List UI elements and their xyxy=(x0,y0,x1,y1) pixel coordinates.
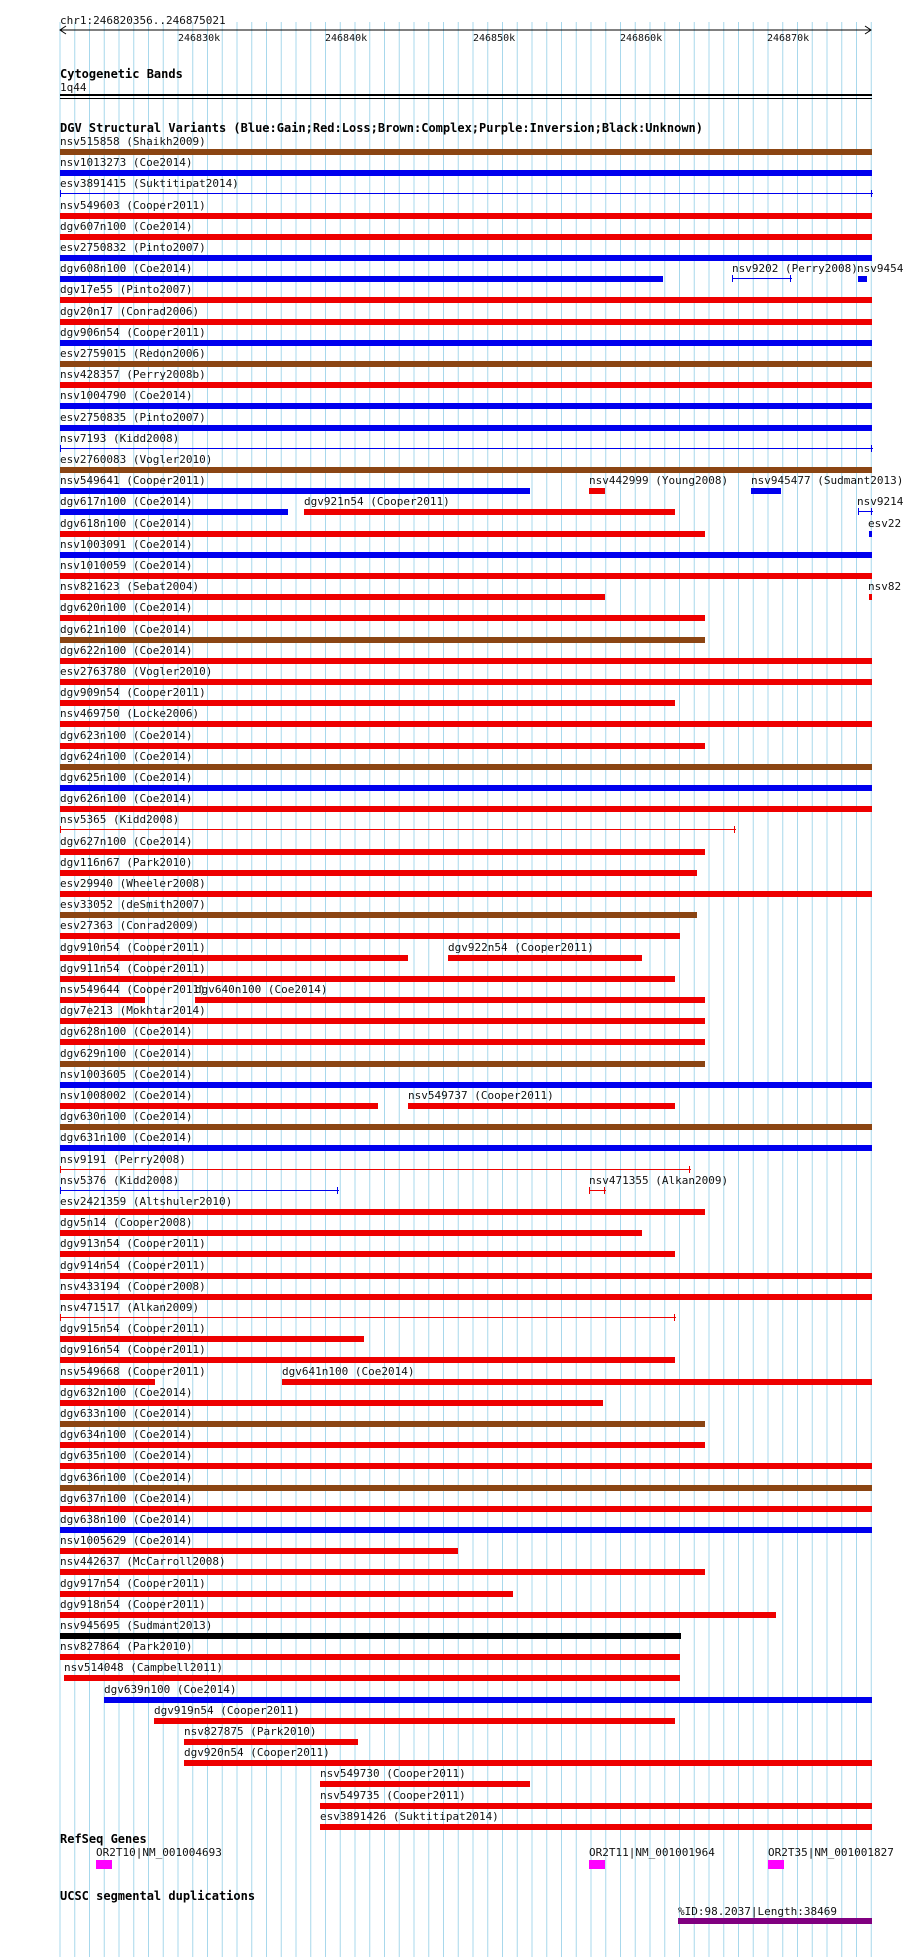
variant-label[interactable]: dgv622n100 (Coe2014) xyxy=(60,643,193,657)
variant-bar[interactable] xyxy=(60,1294,872,1300)
variant-bar[interactable] xyxy=(60,1018,705,1024)
variant-bar[interactable] xyxy=(60,509,288,515)
variant-label[interactable]: esv2760083 (Vogler2010) xyxy=(60,453,213,466)
ruler-tick-label: 246860k xyxy=(620,33,663,44)
variant-bar[interactable] xyxy=(60,1251,675,1257)
variant-bar-cap xyxy=(871,445,872,452)
variant-bar[interactable] xyxy=(104,1697,872,1703)
variant-bar[interactable] xyxy=(60,1442,705,1448)
variant-label[interactable]: dgv636n100 (Coe2014) xyxy=(60,1470,193,1484)
variant-label[interactable]: esv29940 (Wheeler2008) xyxy=(60,877,206,890)
variant-label[interactable]: nsv471517 (Alkan2009) xyxy=(60,1301,200,1314)
variant-label[interactable]: dgv7e213 (Mokhtar2014) xyxy=(60,1004,206,1018)
variant-label[interactable]: nsv514048 (Campbell2011) xyxy=(64,1661,223,1675)
variant-bar-cap xyxy=(60,1314,61,1321)
variant-bar[interactable] xyxy=(60,785,872,791)
refseq-track-title: RefSeq Genes xyxy=(60,1832,147,1846)
variant-label[interactable]: nsv1010059 (Coe2014) xyxy=(60,559,193,572)
variant-bar[interactable] xyxy=(60,933,680,939)
variant-label[interactable]: nsv821623 (Sebat2004) xyxy=(60,580,200,594)
variant-bar[interactable] xyxy=(60,1336,364,1342)
variant-bar[interactable] xyxy=(60,637,705,643)
variant-bar-cap xyxy=(60,1187,61,1194)
variant-bar[interactable] xyxy=(60,849,705,855)
variant-bar[interactable] xyxy=(60,297,872,303)
variant-bar[interactable] xyxy=(60,1209,705,1215)
variant-bar[interactable] xyxy=(60,1061,705,1067)
variant-label[interactable]: nsv82 xyxy=(868,580,902,594)
variant-bar[interactable] xyxy=(60,594,605,600)
variant-label[interactable]: nsv5376 (Kidd2008) xyxy=(60,1173,180,1187)
variant-bar[interactable] xyxy=(60,721,872,727)
variant-label[interactable]: dgv916n54 (Cooper2011) xyxy=(60,1343,206,1357)
variant-bar-cap xyxy=(60,190,61,197)
variant-label[interactable]: nsv827875 (Park2010) xyxy=(184,1725,317,1738)
variant-label[interactable]: dgv5n14 (Cooper2008) xyxy=(60,1216,193,1230)
variant-label[interactable]: esv22 xyxy=(868,516,902,530)
variant-bar[interactable] xyxy=(60,955,408,961)
variant-label[interactable]: nsv549668 (Cooper2011) xyxy=(60,1364,206,1378)
variant-bar[interactable] xyxy=(869,531,872,537)
variant-label[interactable]: nsv1013273 (Coe2014) xyxy=(60,156,193,170)
variant-bar-cap xyxy=(589,1187,590,1194)
variant-bar[interactable] xyxy=(60,806,872,812)
variant-label[interactable]: esv2750835 (Pinto2007) xyxy=(60,410,206,424)
variant-label[interactable]: dgv635n100 (Coe2014) xyxy=(60,1449,193,1463)
ruler-tick-label: 246870k xyxy=(767,33,810,44)
gene-label[interactable]: OR2T35|NM_001001827 xyxy=(768,1846,894,1859)
variant-bar[interactable] xyxy=(60,1421,705,1427)
variant-label[interactable]: nsv1004790 (Coe2014) xyxy=(60,389,193,403)
variant-bar[interactable] xyxy=(60,764,872,770)
variant-bar-cap xyxy=(689,1166,690,1173)
variant-label[interactable]: esv2759015 (Redon2006) xyxy=(60,347,206,360)
variant-bar-cap xyxy=(337,1187,338,1194)
variant-bar[interactable] xyxy=(60,467,872,473)
gene-exon-box[interactable] xyxy=(589,1860,605,1869)
segdup-label[interactable]: %ID:98.2037|Length:38469 xyxy=(678,1905,837,1918)
variant-label[interactable]: dgv607n100 (Coe2014) xyxy=(60,219,193,233)
variant-bar[interactable] xyxy=(60,891,872,897)
variant-bar-cap xyxy=(871,508,872,515)
variant-label[interactable]: dgv617n100 (Coe2014) xyxy=(60,495,193,509)
variant-bar[interactable] xyxy=(60,700,675,706)
variant-bar[interactable] xyxy=(60,1230,642,1236)
variant-label[interactable]: nsv442637 (McCarroll2008) xyxy=(60,1555,226,1569)
variant-label[interactable]: nsv827864 (Park2010) xyxy=(60,1640,193,1654)
variant-label[interactable]: dgv638n100 (Coe2014) xyxy=(60,1513,193,1526)
coordinate-label: chr1:246820356..246875021 xyxy=(60,14,226,27)
variant-label[interactable]: esv33052 (deSmith2007) xyxy=(60,898,206,912)
variant-label[interactable]: nsv549603 (Cooper2011) xyxy=(60,198,206,212)
variant-bar[interactable] xyxy=(60,976,675,982)
variant-label[interactable]: dgv626n100 (Coe2014) xyxy=(60,792,193,806)
variant-label[interactable]: nsv549737 (Cooper2011) xyxy=(408,1089,554,1102)
variant-label[interactable]: dgv920n54 (Cooper2011) xyxy=(184,1746,330,1760)
ruler xyxy=(0,0,890,45)
variant-label[interactable]: esv2421359 (Altshuler2010) xyxy=(60,1195,233,1208)
variant-bar[interactable] xyxy=(60,829,736,830)
variant-label[interactable]: dgv922n54 (Cooper2011) xyxy=(448,940,594,954)
variant-bar[interactable] xyxy=(320,1781,530,1787)
variant-label[interactable]: dgv632n100 (Coe2014) xyxy=(60,1385,193,1399)
dgv-track-title: DGV Structural Variants (Blue:Gain;Red:Loss;Brown:Complex;Purple:Inversion;Black:Unknown) xyxy=(60,121,703,135)
variant-bar[interactable] xyxy=(60,1569,705,1575)
variant-bar[interactable] xyxy=(60,1612,776,1618)
variant-label[interactable]: dgv639n100 (Coe2014) xyxy=(104,1682,237,1696)
variant-label[interactable]: dgv921n54 (Cooper2011) xyxy=(304,495,450,509)
variant-bar[interactable] xyxy=(732,278,792,279)
variant-bar-cap xyxy=(674,1314,675,1321)
variant-bar[interactable] xyxy=(60,1273,872,1279)
variant-label[interactable]: esv2750832 (Pinto2007) xyxy=(60,241,206,254)
variant-label[interactable]: dgv116n67 (Park2010) xyxy=(60,855,193,869)
variant-bar[interactable] xyxy=(60,870,697,876)
variant-bar[interactable] xyxy=(282,1379,872,1385)
variant-label[interactable]: nsv433194 (Cooper2008) xyxy=(60,1279,206,1293)
variant-label[interactable]: dgv637n100 (Coe2014) xyxy=(60,1491,193,1505)
variant-bar[interactable] xyxy=(60,149,872,155)
variant-bar-cap xyxy=(60,1166,61,1173)
variant-label[interactable]: dgv630n100 (Coe2014) xyxy=(60,1110,193,1124)
variant-bar[interactable] xyxy=(60,1357,675,1363)
variant-label[interactable]: dgv628n100 (Coe2014) xyxy=(60,1025,193,1039)
variant-bar-cap xyxy=(604,1187,605,1194)
variant-label[interactable]: dgv625n100 (Coe2014) xyxy=(60,771,193,784)
variant-label[interactable]: dgv917n54 (Cooper2011) xyxy=(60,1576,206,1590)
variant-bar[interactable] xyxy=(869,594,872,600)
variant-label[interactable]: dgv918n54 (Cooper2011) xyxy=(60,1597,206,1611)
variant-bar[interactable] xyxy=(60,552,872,558)
gene-exon-box[interactable] xyxy=(768,1860,784,1869)
variant-bar[interactable] xyxy=(64,1675,680,1681)
variant-label[interactable]: nsv549730 (Cooper2011) xyxy=(320,1767,466,1781)
variant-bar[interactable] xyxy=(60,1485,872,1491)
variant-bar[interactable] xyxy=(60,1190,339,1191)
variant-label[interactable]: nsv471355 (Alkan2009) xyxy=(589,1173,729,1187)
variant-bar-cap xyxy=(60,445,61,452)
variant-label[interactable]: nsv442999 (Young2008) xyxy=(589,474,729,488)
ruler-tick-label: 246840k xyxy=(325,33,368,44)
variant-label[interactable]: esv3891415 (Suktitipat2014) xyxy=(60,177,239,191)
gene-label[interactable]: OR2T10|NM_001004693 xyxy=(96,1846,222,1859)
gene-label[interactable]: OR2T11|NM_001001964 xyxy=(589,1846,715,1859)
variant-label[interactable]: nsv549641 (Cooper2011) xyxy=(60,474,206,488)
variant-label[interactable]: nsv9191 (Perry2008) xyxy=(60,1152,186,1166)
variant-bar[interactable] xyxy=(60,1506,872,1512)
variant-bar[interactable] xyxy=(60,1527,872,1533)
variant-bar[interactable] xyxy=(448,955,642,961)
variant-bar[interactable] xyxy=(60,340,872,346)
variant-bar[interactable] xyxy=(589,488,605,494)
variant-bar[interactable] xyxy=(60,170,872,176)
variant-bar[interactable] xyxy=(60,912,697,918)
variant-bar[interactable] xyxy=(60,255,872,261)
variant-bar-cap xyxy=(732,275,733,282)
variant-bar-cap xyxy=(734,826,735,833)
variant-bar[interactable] xyxy=(60,1400,603,1406)
segdup-track-title: UCSC segmental duplications xyxy=(60,1889,256,1903)
variant-label[interactable]: nsv9214 xyxy=(857,495,903,509)
variant-bar[interactable] xyxy=(858,276,867,282)
variant-label[interactable]: nsv945477 (Sudmant2013) xyxy=(751,474,903,488)
variant-bar[interactable] xyxy=(60,1082,872,1088)
variant-label[interactable]: dgv919n54 (Cooper2011) xyxy=(154,1703,300,1717)
variant-label[interactable]: nsv549644 (Cooper2011) xyxy=(60,983,206,996)
variant-bar[interactable] xyxy=(60,615,705,621)
variant-bar[interactable] xyxy=(60,1317,676,1318)
variant-label[interactable]: nsv549735 (Cooper2011) xyxy=(320,1788,466,1802)
variant-bar[interactable] xyxy=(184,1739,358,1745)
variant-bar[interactable] xyxy=(60,1169,691,1170)
variant-label[interactable]: dgv620n100 (Coe2014) xyxy=(60,601,193,615)
variant-bar[interactable] xyxy=(304,509,675,515)
ruler-tick-label: 246830k xyxy=(178,33,221,44)
variant-label[interactable]: dgv641n100 (Coe2014) xyxy=(282,1364,415,1378)
variant-bar[interactable] xyxy=(154,1718,675,1724)
variant-bar-cap xyxy=(858,508,859,515)
variant-label[interactable]: dgv629n100 (Coe2014) xyxy=(60,1046,193,1060)
variant-bar[interactable] xyxy=(60,382,872,388)
variant-bar[interactable] xyxy=(60,1463,872,1469)
variant-bar[interactable] xyxy=(60,573,872,579)
variant-label[interactable]: dgv913n54 (Cooper2011) xyxy=(60,1237,206,1251)
ruler-tick-label: 246850k xyxy=(473,33,516,44)
segdup-bar[interactable] xyxy=(678,1918,872,1924)
variant-bar-cap xyxy=(60,826,61,833)
variant-label[interactable]: nsv469750 (Locke2006) xyxy=(60,707,200,721)
variant-label[interactable]: esv2763780 (Vogler2010) xyxy=(60,665,213,678)
cytoband-bar xyxy=(60,94,872,96)
variant-label[interactable]: nsv9454 xyxy=(857,262,903,276)
variant-bar[interactable] xyxy=(60,361,872,367)
variant-bar[interactable] xyxy=(60,213,872,219)
variant-label[interactable]: dgv624n100 (Coe2014) xyxy=(60,749,193,763)
variant-label[interactable]: dgv623n100 (Coe2014) xyxy=(60,728,193,742)
variant-bar[interactable] xyxy=(60,1548,458,1554)
variant-bar[interactable] xyxy=(60,1103,378,1109)
variant-label[interactable]: nsv9202 (Perry2008) xyxy=(732,262,858,276)
variant-bar[interactable] xyxy=(195,997,705,1003)
variant-label[interactable]: esv27363 (Conrad2009) xyxy=(60,919,200,933)
cytoband-title: Cytogenetic Bands xyxy=(60,67,183,81)
variant-bar[interactable] xyxy=(60,234,872,240)
variant-bar[interactable] xyxy=(60,997,145,1003)
variant-bar[interactable] xyxy=(60,1124,872,1130)
variant-label[interactable]: dgv915n54 (Cooper2011) xyxy=(60,1322,206,1336)
variant-bar[interactable] xyxy=(60,448,873,449)
variant-label[interactable]: dgv621n100 (Coe2014) xyxy=(60,622,193,636)
variant-bar[interactable] xyxy=(184,1760,872,1766)
variant-bar[interactable] xyxy=(60,276,663,282)
variant-label[interactable]: nsv515858 (Shaikh2009) xyxy=(60,135,206,148)
variant-bar-cap xyxy=(790,275,791,282)
variant-bar[interactable] xyxy=(751,488,781,494)
variant-bar[interactable] xyxy=(60,1654,680,1660)
variant-bar[interactable] xyxy=(60,658,872,664)
variant-label[interactable]: dgv634n100 (Coe2014) xyxy=(60,1428,193,1442)
variant-bar[interactable] xyxy=(60,1633,681,1639)
variant-label[interactable]: dgv640n100 (Coe2014) xyxy=(195,983,328,996)
variant-label[interactable]: nsv1003605 (Coe2014) xyxy=(60,1067,193,1081)
variant-bar[interactable] xyxy=(60,488,530,494)
gene-exon-box[interactable] xyxy=(96,1860,112,1869)
variant-bar[interactable] xyxy=(60,1379,155,1385)
variant-label[interactable]: dgv631n100 (Coe2014) xyxy=(60,1131,193,1145)
variant-label[interactable]: dgv618n100 (Coe2014) xyxy=(60,516,193,530)
variant-label[interactable]: nsv1008002 (Coe2014) xyxy=(60,1089,193,1102)
variant-label[interactable]: dgv906n54 (Cooper2011) xyxy=(60,325,206,339)
variant-label[interactable]: dgv627n100 (Coe2014) xyxy=(60,834,193,848)
variant-bar[interactable] xyxy=(320,1824,872,1830)
variant-label[interactable]: dgv17e55 (Pinto2007) xyxy=(60,283,193,297)
variant-bar[interactable] xyxy=(60,743,705,749)
variant-bar-cap xyxy=(871,190,872,197)
variant-label[interactable]: nsv945695 (Sudmant2013) xyxy=(60,1619,213,1632)
variant-bar[interactable] xyxy=(60,425,872,431)
variant-bar[interactable] xyxy=(60,193,873,194)
variant-label[interactable]: nsv5365 (Kidd2008) xyxy=(60,813,180,827)
variant-bar[interactable] xyxy=(60,679,872,685)
variant-label[interactable]: dgv909n54 (Cooper2011) xyxy=(60,686,206,700)
variant-bar[interactable] xyxy=(60,1039,705,1045)
variant-label[interactable]: dgv20n17 (Conrad2006) xyxy=(60,304,200,318)
variant-bar[interactable] xyxy=(60,1591,513,1597)
variant-label[interactable]: dgv910n54 (Cooper2011) xyxy=(60,940,206,954)
variant-bar[interactable] xyxy=(408,1103,675,1109)
variant-bar[interactable] xyxy=(60,319,872,325)
variant-label[interactable]: esv3891426 (Suktitipat2014) xyxy=(320,1809,499,1823)
variant-label[interactable]: nsv1003091 (Coe2014) xyxy=(60,537,193,551)
variant-bar[interactable] xyxy=(60,1145,872,1151)
variant-label[interactable]: dgv633n100 (Coe2014) xyxy=(60,1407,193,1420)
variant-bar[interactable] xyxy=(60,531,705,537)
variant-label[interactable]: dgv608n100 (Coe2014) xyxy=(60,262,193,276)
cytoband-label: 1q44 xyxy=(60,81,87,94)
variant-bar[interactable] xyxy=(320,1803,872,1809)
variant-label[interactable]: dgv914n54 (Cooper2011) xyxy=(60,1258,206,1272)
variant-label[interactable]: nsv1005629 (Coe2014) xyxy=(60,1534,193,1548)
cytoband-border xyxy=(60,98,872,99)
variant-label[interactable]: dgv911n54 (Cooper2011) xyxy=(60,961,206,975)
variant-label[interactable]: nsv428357 (Perry2008b) xyxy=(60,368,206,382)
variant-label[interactable]: nsv7193 (Kidd2008) xyxy=(60,431,180,445)
variant-bar[interactable] xyxy=(60,403,872,409)
